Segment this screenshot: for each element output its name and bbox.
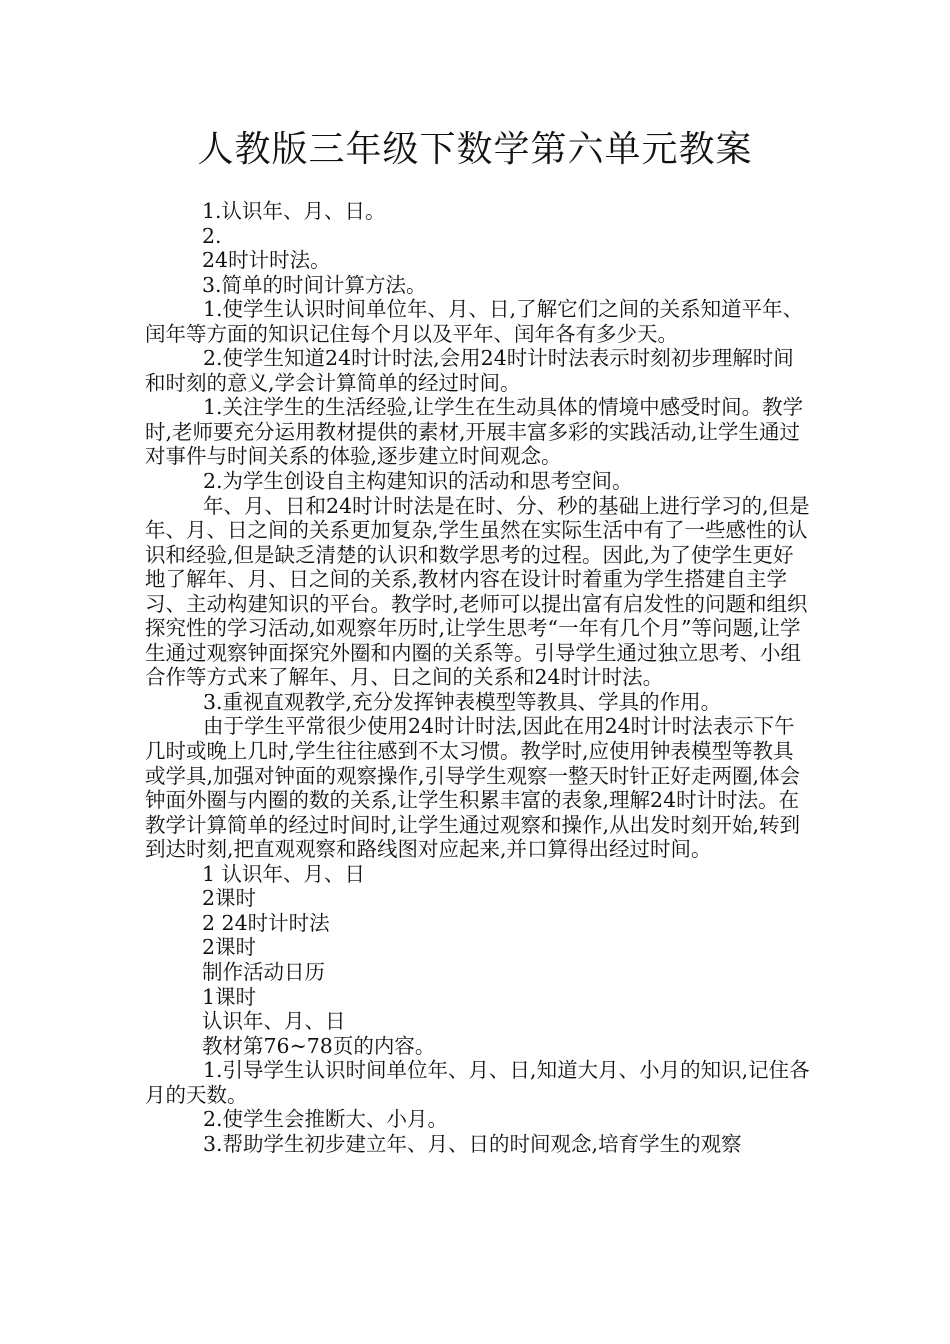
schedule-line-6: 1课时 <box>202 984 257 1009</box>
objective-line-4: 3.简单的时间计算方法。 <box>202 272 427 297</box>
schedule-line-3: 2 24时计时法 <box>202 910 330 935</box>
schedule-line-1: 1 认识年、月、日 <box>202 861 366 886</box>
lesson-title: 认识年、月、日 <box>202 1009 346 1034</box>
objective-line-3: 24时计时法。 <box>202 248 331 273</box>
lesson-goal-2: 2.使学生会推断大、小月。 <box>203 1107 449 1132</box>
suggestion-paragraph-3: 由于学生平常很少使用24时计时法,因此在用24时计时法表示下午几时或晚上几时,学生往往感到不太习惯。教学时,应使用钟表模型等教具或学具,加强对钟面的观察操作,引导学生观察一整天时针正好走两圈,体会钟面外圈与内圈的数的关系,让学生积累丰富的表象,理解24时计时法。在教学计算简单的经过时间时,让学生通过观察和操作,从出发时刻开始,转到到达时刻,把直观观察和路线图对应起来,并口算得出经过时间。 <box>145 714 801 862</box>
objective-line-2: 2. <box>202 223 222 248</box>
schedule-line-2: 2课时 <box>202 886 257 911</box>
goal-paragraph-1: 1.使学生认识时间单位年、月、日,了解它们之间的关系知道平年、闰年等方面的知识记住每个月以及平年、闰年各有多少天。 <box>145 297 804 346</box>
suggestion-paragraph-2: 年、月、日和24时计时法是在时、分、秒的基础上进行学习的,但是年、月、日之间的关系更加复杂,学生虽然在实际生活中有了一些感性的认识和经验,但是缺乏清楚的认识和数学思考的过程。因此,为了使学生更好地了解年、月、日之间的关系,教材内容在设计时着重为学生搭建自主学习、主动构建知识的平台。教学时,老师可以提出富有启发性的问题和组织探究性的学习活动,如观察年历时,让学生思考“一年有几个月”等问题,让学生通过观察钟面探究外圈和内圈的关系等。引导学生通过独立思考、小组合作等方式来了解年、月、日之间的关系和24时计时法。 <box>145 493 810 690</box>
lesson-content: 教材第76~78页的内容。 <box>202 1033 436 1058</box>
suggestion-paragraph-1: 1.关注学生的生活经验,让学生在生动具体的情境中感受时间。教学时,老师要充分运用教材提供的素材,开展丰富多彩的实践活动,让学生通过对事件与时间关系的体验,逐步建立时间观念。 <box>145 395 804 469</box>
lesson-goal-3: 3.帮助学生初步建立年、月、日的时间观念,培育学生的观察 <box>203 1131 742 1156</box>
page-title: 人教版三年级下数学第六单元教案 <box>197 129 753 170</box>
objective-line-1: 1.认识年、月、日。 <box>202 199 386 223</box>
suggestion-heading-2: 2.为学生创设自主构建知识的活动和思考空间。 <box>203 469 633 494</box>
document-body <box>145 199 813 1156</box>
schedule-line-5: 制作活动日历 <box>202 959 325 984</box>
suggestion-heading-3: 3.重视直观教学,充分发挥钟表模型等教具、学具的作用。 <box>203 689 722 714</box>
goal-paragraph-2: 2.使学生知道24时计时法,会用24时计时法表示时刻初步理解时间和时刻的意义,学会计算简单的经过时间。 <box>145 346 794 395</box>
lesson-goal-1: 1.引导学生认识时间单位年、月、日,知道大月、小月的知识,记住各月的天数。 <box>145 1058 810 1107</box>
schedule-line-4: 2课时 <box>202 935 257 960</box>
